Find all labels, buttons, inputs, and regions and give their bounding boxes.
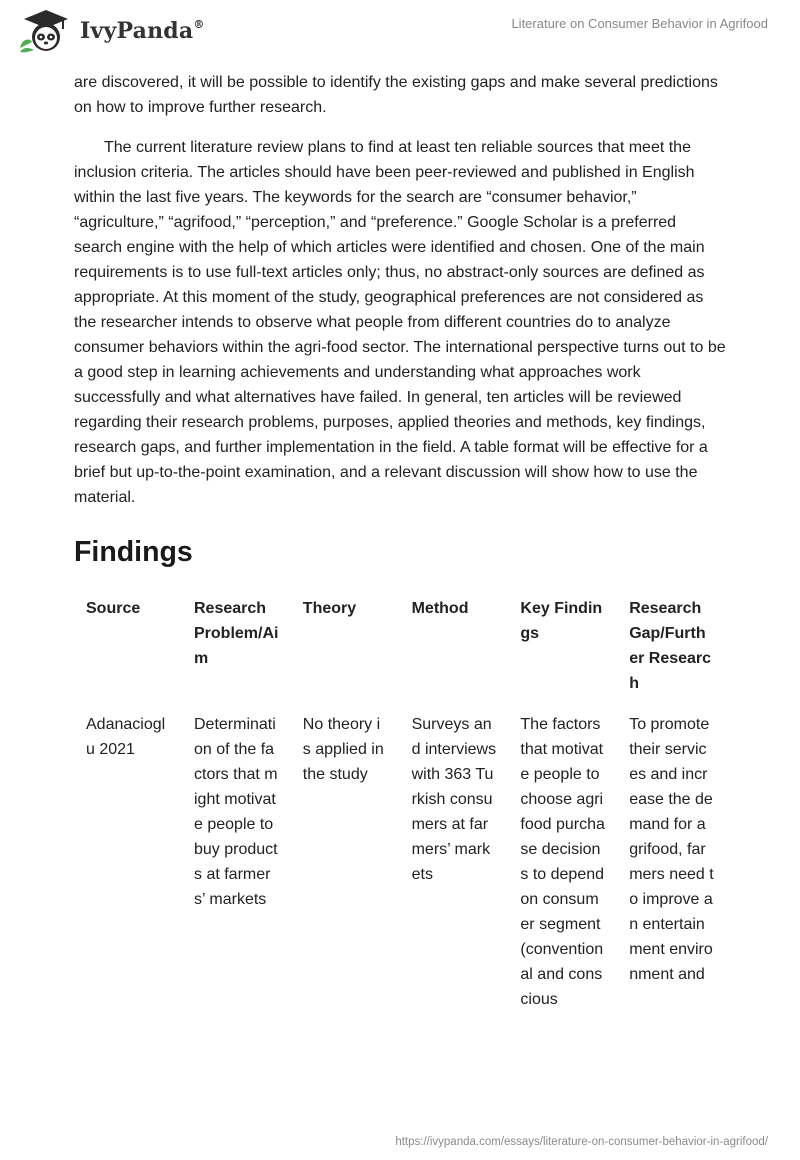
column-header-research-gap: Research Gap/Further Research — [629, 600, 712, 692]
table-cell: No theory is applied in the study — [302, 716, 384, 783]
essay-content — [74, 70, 726, 1012]
findings-table — [74, 596, 726, 1012]
page-header — [0, 0, 800, 64]
section-heading: Findings — [74, 536, 193, 568]
column-header-theory: Theory — [302, 600, 357, 617]
table-cell: Adanacioglu 2021 — [86, 716, 166, 758]
column-header-method: Method — [411, 600, 469, 617]
column-header-key-findings: Key Findings — [520, 600, 603, 642]
table-row — [74, 712, 726, 1012]
source-url-link[interactable]: https://ivypanda.com/essays/literature-on-consumer-behavior-in-agrifood/ — [395, 1136, 768, 1148]
document-title: Literature on Consumer Behavior in Agrifood — [511, 16, 768, 31]
table-cell: Determination of the factors that might motivate people to buy products at farmers’ markets — [194, 716, 278, 908]
brand-name[interactable] — [80, 18, 205, 44]
paragraph: The current literature review plans to find at least ten reliable sources that meet the inclusion criteria. The articles should have been peer-reviewed and published in English within the last five years. The keywords for the search are “consumer behavior,” “agriculture,” “agrifood,” “perception,” and “preference.” Google Scholar is a preferred search engine with the help of which articles were identified and chosen. One of the main requirements is to use full-text articles only; thus, no abstract-only sources are defined as appropriate. At this moment of the study, geographical preferences are not considered as the researcher intends to observe what people from different countries do to analyze consumer behaviors within the agri-food sector. The international perspective turns out to be a good step in learning achievements and understanding what approaches work successfully and what alternatives have failed. In general, ten articles will be reviewed regarding their research problems, purposes, applied theories and methods, key findings, research gaps, and further implementation in the field. A table format will be effective for a brief but up-to-the-point examination, and a relevant discussion will show how to use the material. — [74, 139, 726, 506]
table-cell: Surveys and interviews with 363 Turkish consumers at farmers’ markets — [411, 716, 497, 883]
table-cell: The factors that motivate people to choose agrifood purchase decisions to depend on consumer segment (conventional and conscious — [520, 716, 605, 1008]
table-header-row — [74, 596, 726, 712]
registered-mark: ® — [193, 17, 205, 31]
paragraph: are discovered, it will be possible to identify the existing gaps and make several predictions on how to improve further research. — [74, 74, 718, 116]
table-cell: To promote their services and increase the demand for agrifood, farmers need to improve an entertainment environment and — [629, 716, 714, 983]
brand-text: IvyPanda — [80, 18, 194, 44]
panda-logo-icon[interactable] — [16, 8, 76, 56]
column-header-research-problem: Research Problem/Aim — [194, 600, 279, 667]
column-header-source: Source — [86, 600, 141, 617]
